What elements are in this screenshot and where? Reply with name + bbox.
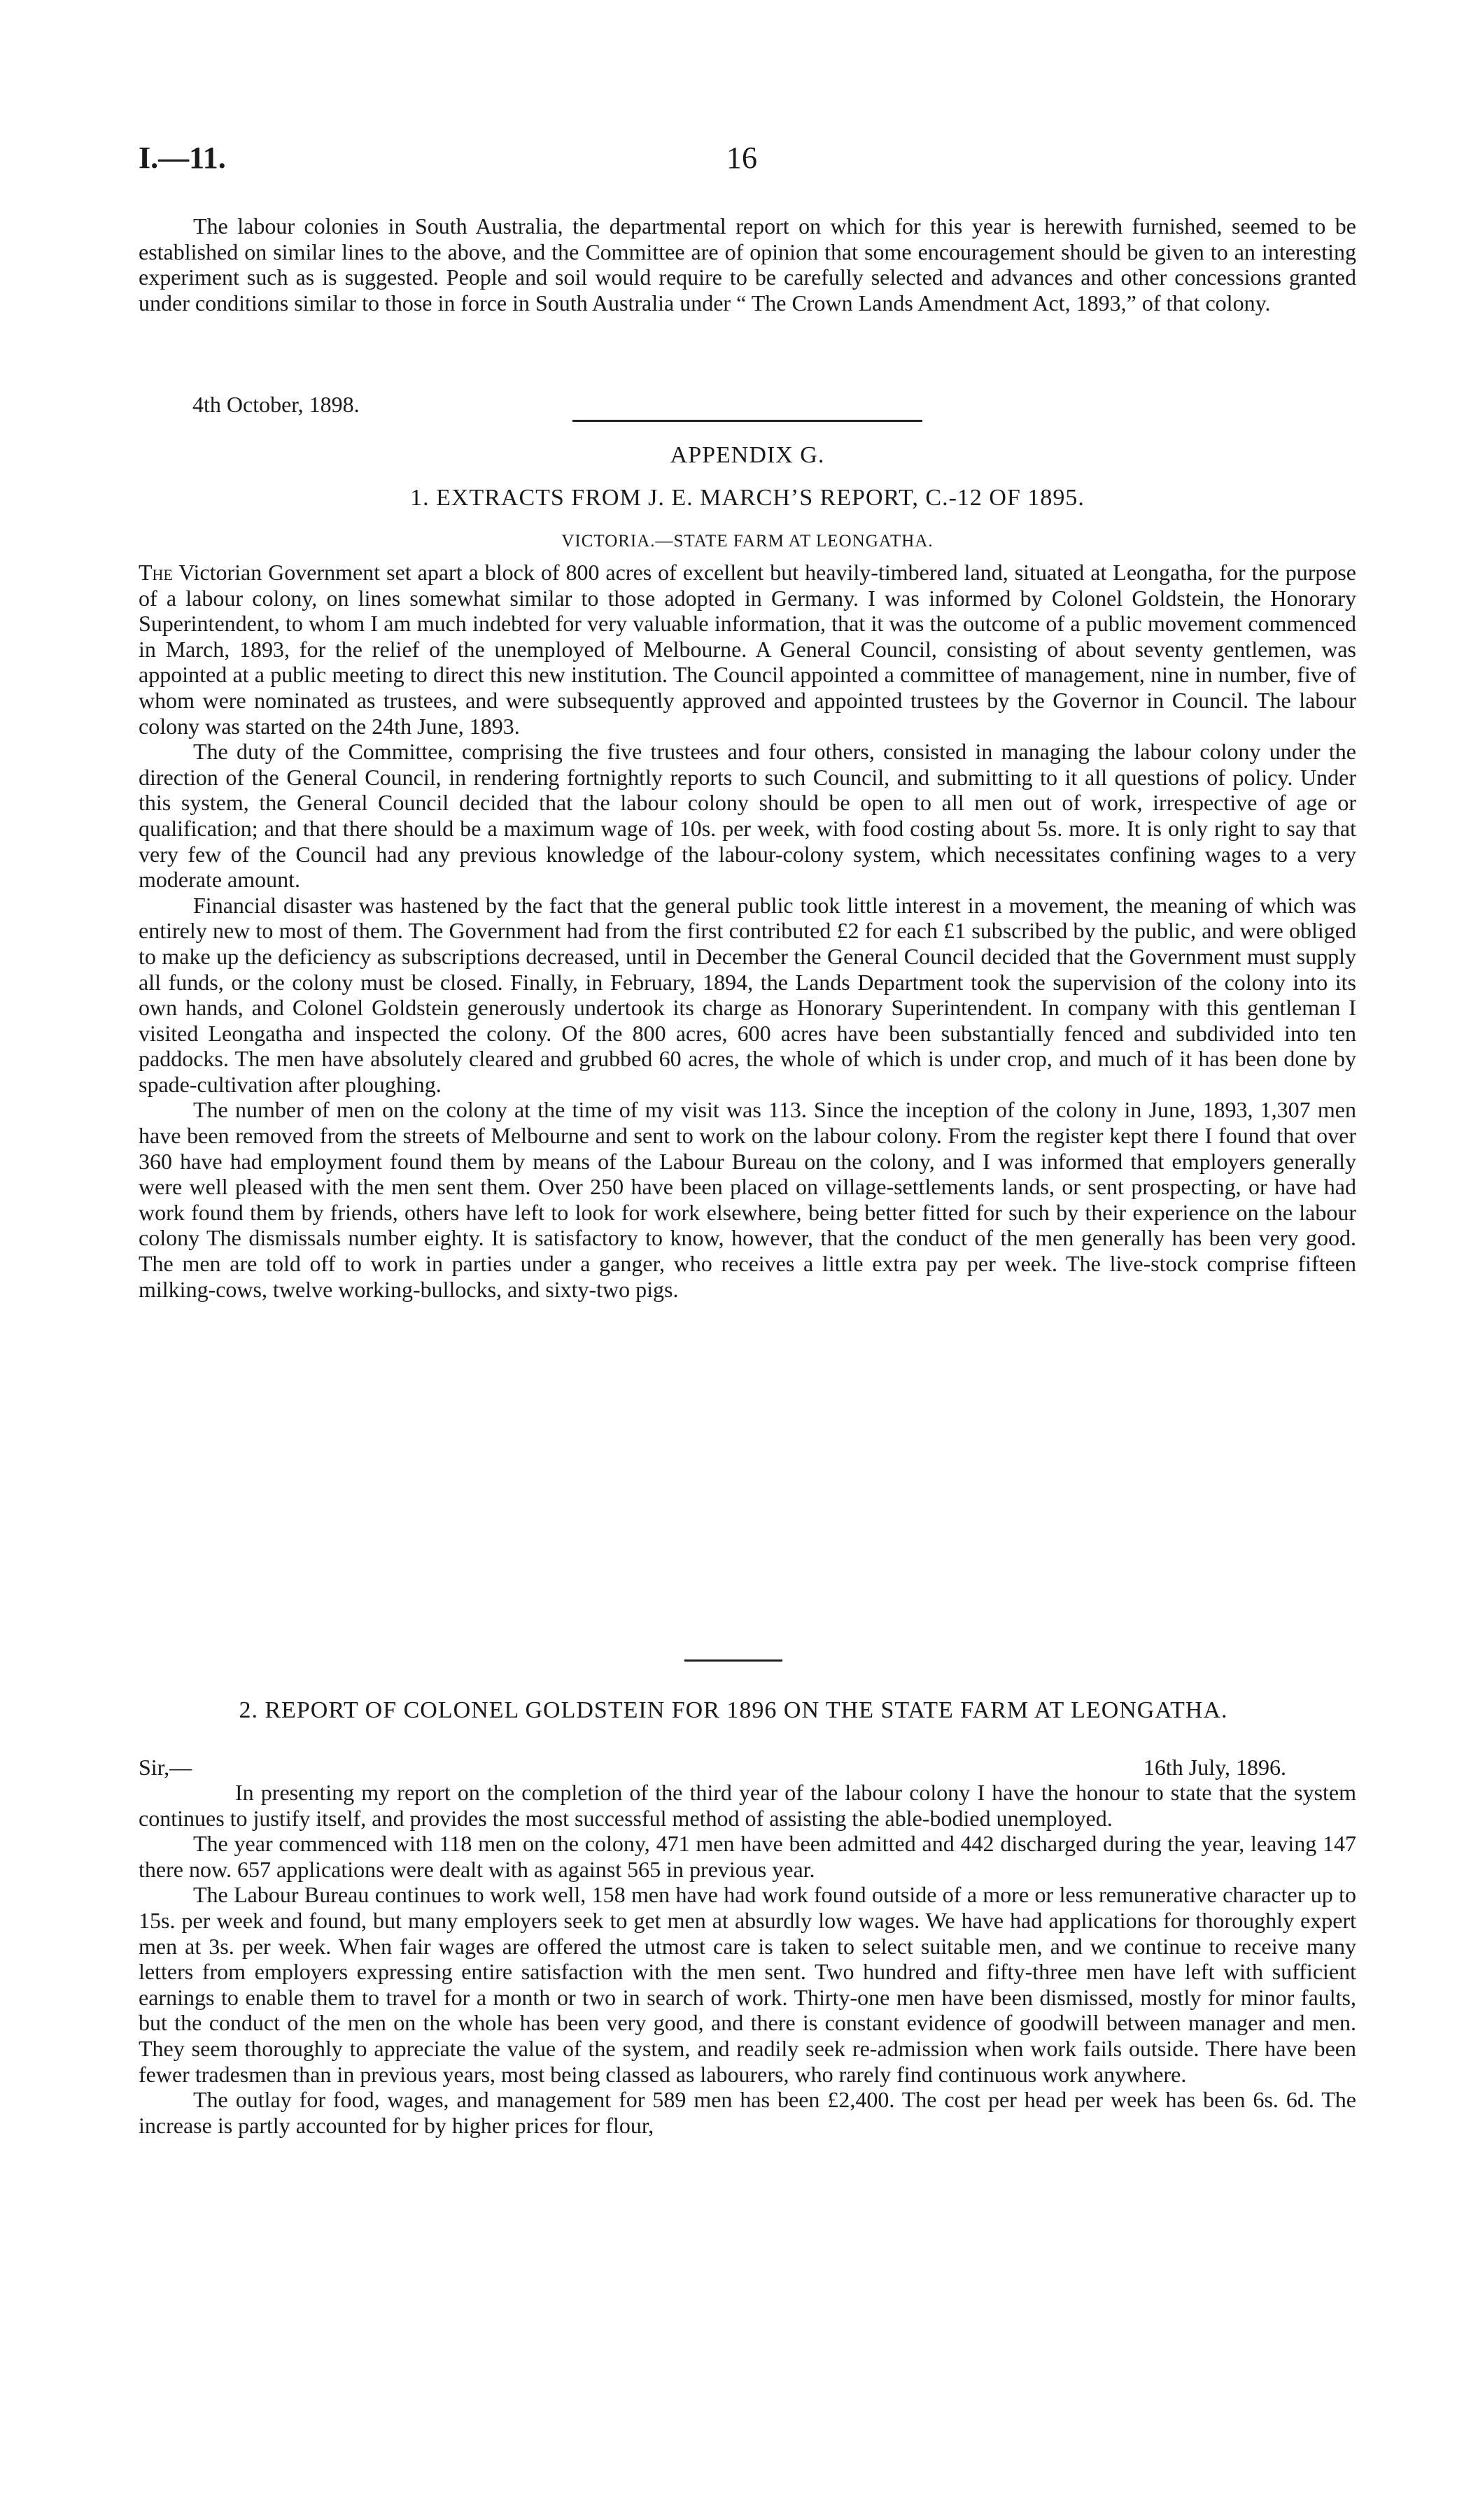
section2-title: 2. REPORT OF COLONEL GOLDSTEIN FOR 1896 ON THE STATE FARM AT LEONGATHA. <box>239 1697 1228 1723</box>
salutation: Sir,— <box>139 1755 192 1780</box>
section1-body <box>139 560 1356 1302</box>
section1-paragraph: The number of men on the colony at the time of my visit was 113. Since the inception of the colony in June, 1893, 1,307 men have been removed from the streets of Melbourne and sent to work on the labour colony. From the register kept there I found that over 360 have had employment found them by means of the Labour Bureau on the colony, and I was informed that employers generally were well pleased with the men sent them. Over 250 have been placed on village-settlements lands, or sent prospecting, or have had work found them by friends, others have left to look for work elsewhere, being better fitted for such by their experience on the labour colony The dismissals number eighty. It is satisfactory to know, however, that the conduct of the men generally has been very good. The men are told off to work in parties under a ganger, who receives a little extra pay per week. The live-stock comprise fifteen milking-cows, twelve working-bullocks, and sixty-two pigs. <box>139 1097 1356 1302</box>
section2-body <box>139 1780 1356 2138</box>
section-divider <box>572 420 922 422</box>
appendix-title: APPENDIX G. <box>670 442 825 468</box>
section2-paragraph: The outlay for food, wages, and management for 589 men has been £2,400. The cost per head per week has been 6s. 6d. The increase is partly accounted for by higher prices for flour, <box>139 2087 1356 2138</box>
intro-date: 4th October, 1898. <box>192 392 360 417</box>
section1-paragraph: The duty of the Committee, comprising the five trustees and four others, consisted in managing the labour colony under the direction of the General Council, in rendering fortnightly reports to such Council, and submitting to it all questions of policy. Under this system, the General Council decided that the labour colony should be open to all men out of work, irrespective of age or qualification; and that there should be a maximum wage of 10s. per week, with food costing about 5s. more. It is only right to say that very few of the Council had any previous knowledge of the labour-colony system, which necessitates confining wages to a very moderate amount. <box>139 739 1356 893</box>
section1-paragraph: The Victorian Government set apart a block of 800 acres of excellent but heavily-timbered land, situated at Leongatha, for the purpose of a labour colony, on lines somewhat similar to those adopted in Germany. I was informed by Colonel Goldstein, the Honorary Superintendent, to whom I am much indebted for very valuable information, that it was the outcome of a public movement commenced in March, 1893, for the relief of the unemployed of Melbourne. A General Council, consisting of about seventy gentlemen, was appointed at a public meeting to direct this new institution. The Council appointed a committee of management, nine in number, five of whom were nominated as trustees, and were subsequently approved and appointed trustees by the Governor in Council. The labour colony was started on the 24th June, 1893. <box>139 560 1357 739</box>
intro-paragraph: The labour colonies in South Australia, the departmental report on which for this year is herewith furnished, seemed to be established on similar lines to the above, and the Committee are of opinion that some encouragement should be given to an interesting experiment such as is suggested. People and soil would require to be carefully selected and advances and other concessions granted under conditions similar to those in force in South Australia under “ The Crown Lands Amendment Act, 1893,” of that colony. <box>139 213 1356 316</box>
section2-paragraph: In presenting my report on the completion of the third year of the labour colony I have the honour to state that the system continues to justify itself, and provides the most successful method of assisting the able-bodied unemployed. <box>139 1780 1356 1831</box>
section2-paragraph: The Labour Bureau continues to work well, 158 men have had work found outside of a more or less remunerative character up to 15s. per week and found, but many employers seek to get men at absurdly low wages. We have had applications for thoroughly expert men at 3s. per week. When fair wages are offered the utmost care is taken to select suitable men, and we continue to receive many letters from employers expressing entire satisfaction with the men sent. Two hundred and fifty-three men have left with sufficient earnings to enable them to travel for a month or two in search of work. Thirty-one men have been dismissed, mostly for minor faults, but the conduct of the men on the whole has been very good, and there is constant evidence of goodwill between manager and men. They seem thoroughly to appreciate the value of the system, and readily seek re-admission when work fails outside. There have been fewer tradesmen than in previous years, most being classed as labourers, who rarely find continuous work anywhere. <box>139 1882 1356 2087</box>
section2-date: 16th July, 1896. <box>1143 1755 1286 1780</box>
section1-paragraph: Financial disaster was hastened by the fact that the general public took little interest in a movement, the meaning of which was entirely new to most of them. The Government had from the first contributed £2 for each £1 subscribed by the public, and were obliged to make up the deficiency as subscriptions decreased, until in December the General Council decided that the Government must supply all funds, or the colony must be closed. Finally, in February, 1894, the Lands Department took the supervision of the colony into its own hands, and Colonel Goldstein generously undertook its charge as Honorary Superintendent. In company with this gentleman I visited Leongatha and inspected the colony. Of the 800 acres, 600 acres have been substantially fenced and subdivided into ten paddocks. The men have absolutely cleared and grubbed 60 acres, the whole of which is under crop, and much of it has been done by spade-cultivation after ploughing. <box>139 892 1356 1097</box>
section1-subtitle: VICTORIA.—STATE FARM AT LEONGATHA. <box>561 532 934 551</box>
section1-lead-word: The <box>139 560 173 585</box>
page-number: 16 <box>726 141 757 175</box>
intro-block <box>139 213 1356 316</box>
section-divider <box>684 1659 782 1662</box>
document-reference: I.—11. <box>139 141 226 175</box>
section2-paragraph: The year commenced with 118 men on the colony, 471 men have been admitted and 442 discharged during the year, leaving 147 there now. 657 applications were dealt with as against 565 in previous year. <box>139 1831 1356 1882</box>
section1-title: 1. EXTRACTS FROM J. E. MARCH’S REPORT, C.-12 OF 1895. <box>410 485 1085 511</box>
